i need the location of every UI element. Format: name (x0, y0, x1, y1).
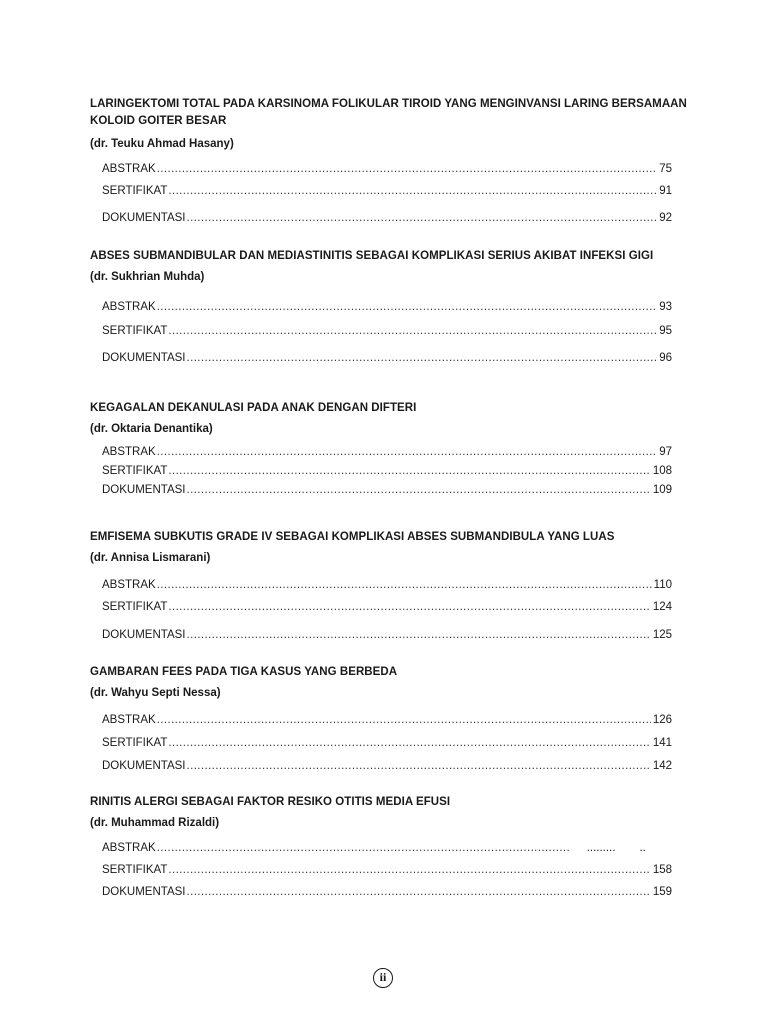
dot-leader (187, 885, 651, 900)
toc-section-6 (90, 794, 690, 898)
entry-label: SERTIFIKAT (102, 737, 168, 749)
entry-label: DOKUMENTASI (102, 629, 186, 641)
dot-leader (187, 351, 658, 366)
dot-leader (168, 464, 650, 479)
entry-page-number: 97 (659, 446, 672, 458)
entry-label: SERTIFIKAT (102, 325, 168, 337)
dot-leader (168, 184, 657, 199)
dot-leader (168, 736, 650, 751)
entry-label: DOKUMENTASI (102, 352, 186, 364)
section-title: ABSES SUBMANDIBULAR DAN MEDIASTINITIS SEBAGAI KOMPLIKASI SERIUS AKIBAT INFEKSI GIGI (90, 250, 654, 262)
entry-label: ABSTRAK (102, 163, 156, 175)
section-author: (dr. Teuku Ahmad Hasany) (90, 138, 234, 150)
dot-leader-fragment: ......... (586, 842, 616, 854)
entry-label: ABSTRAK (102, 301, 156, 313)
toc-entry-abstrak[interactable] (102, 300, 672, 315)
toc-entry-dokumentasi[interactable] (102, 483, 672, 498)
entry-label: DOKUMENTASI (102, 760, 186, 772)
entry-label: DOKUMENTASI (102, 886, 186, 898)
entry-page-number: 124 (652, 601, 672, 613)
dot-leader (187, 628, 651, 643)
section-title: GAMBARAN FEES PADA TIGA KASUS YANG BERBEDA (90, 666, 398, 678)
section-author: (dr. Wahyu Septi Nessa) (90, 687, 221, 699)
entry-label: ABSTRAK (102, 579, 156, 591)
entry-page-number: 158 (652, 864, 672, 876)
page-number: ii (373, 968, 393, 988)
entry-label: SERTIFIKAT (102, 185, 168, 197)
dot-leader (157, 578, 652, 593)
toc-entry-sertifikat[interactable] (102, 184, 672, 199)
toc-entry-dokumentasi[interactable] (102, 759, 672, 774)
dot-leader (157, 841, 569, 856)
section-title: RINITIS ALERGI SEBAGAI FAKTOR RESIKO OTITIS MEDIA EFUSI (90, 796, 451, 808)
toc-section-5 (90, 664, 690, 772)
dot-leader (187, 483, 651, 498)
toc-entry-abstrak[interactable] (102, 841, 672, 856)
dot-leader (168, 324, 657, 339)
toc-entry-sertifikat[interactable] (102, 464, 672, 479)
entry-label: ABSTRAK (102, 842, 156, 854)
section-author: (dr. Sukhrian Muhda) (90, 271, 205, 283)
entry-page-number: 108 (652, 465, 672, 477)
dot-leader (157, 713, 651, 728)
entry-page-number: 126 (652, 714, 672, 726)
toc-entry-dokumentasi[interactable] (102, 628, 672, 643)
section-author: (dr. Oktaria Denantika) (90, 423, 213, 435)
toc-entry-dokumentasi[interactable] (102, 885, 672, 900)
toc-entry-sertifikat[interactable] (102, 600, 672, 615)
entry-page-number: 142 (652, 760, 672, 772)
entry-page-number: 109 (652, 484, 672, 496)
section-author: (dr. Annisa Lismarani) (90, 552, 211, 564)
toc-entry-dokumentasi[interactable] (102, 211, 672, 226)
toc-entry-sertifikat[interactable] (102, 736, 672, 751)
toc-entry-dokumentasi[interactable] (102, 351, 672, 366)
entry-page-number: 75 (659, 163, 672, 175)
toc-entry-abstrak[interactable] (102, 578, 672, 593)
entry-page-number: 141 (652, 737, 672, 749)
section-title: EMFISEMA SUBKUTIS GRADE IV SEBAGAI KOMPLIKASI ABSES SUBMANDIBULA YANG LUAS (90, 531, 615, 543)
dot-leader (168, 863, 650, 878)
toc-section-4 (90, 529, 690, 641)
entry-page-number: 159 (652, 886, 672, 898)
dot-leader (157, 162, 658, 177)
entry-label: SERTIFIKAT (102, 465, 168, 477)
entry-page-number: 91 (659, 185, 672, 197)
dot-leader (168, 600, 650, 615)
toc-entry-sertifikat[interactable] (102, 863, 672, 878)
entry-label: ABSTRAK (102, 714, 156, 726)
entry-page-number: 110 (653, 579, 672, 591)
toc-section-3 (90, 400, 690, 496)
entry-label: SERTIFIKAT (102, 601, 168, 613)
toc-entry-abstrak[interactable] (102, 162, 672, 177)
section-title: KEGAGALAN DEKANULASI PADA ANAK DENGAN DIFTERI (90, 402, 417, 414)
dot-leader (187, 211, 658, 226)
toc-section-2 (90, 248, 690, 364)
toc-entry-sertifikat[interactable] (102, 324, 672, 339)
dot-leader (187, 759, 651, 774)
entry-label: ABSTRAK (102, 446, 156, 458)
dot-leader (157, 300, 658, 315)
section-author: (dr. Muhammad Rizaldi) (90, 817, 220, 829)
toc-entry-abstrak[interactable] (102, 445, 672, 460)
entry-page-number: 96 (659, 352, 672, 364)
entry-page-number: 125 (652, 629, 672, 641)
dot-leader-fragment: .. (639, 842, 646, 854)
toc-entry-abstrak[interactable] (102, 713, 672, 728)
toc-section-1 (90, 96, 690, 224)
section-title: LARINGEKTOMI TOTAL PADA KARSINOMA FOLIKULAR TIROID YANG MENGINVANSI LARING BERSAMAAN KOLOID GOITER BESAR (90, 98, 687, 127)
dot-leader (157, 445, 658, 460)
entry-page-number: 93 (659, 301, 672, 313)
entry-page-number: 95 (659, 325, 672, 337)
entry-label: DOKUMENTASI (102, 484, 186, 496)
entry-label: SERTIFIKAT (102, 864, 168, 876)
entry-page-number: 92 (659, 212, 672, 224)
entry-label: DOKUMENTASI (102, 212, 186, 224)
